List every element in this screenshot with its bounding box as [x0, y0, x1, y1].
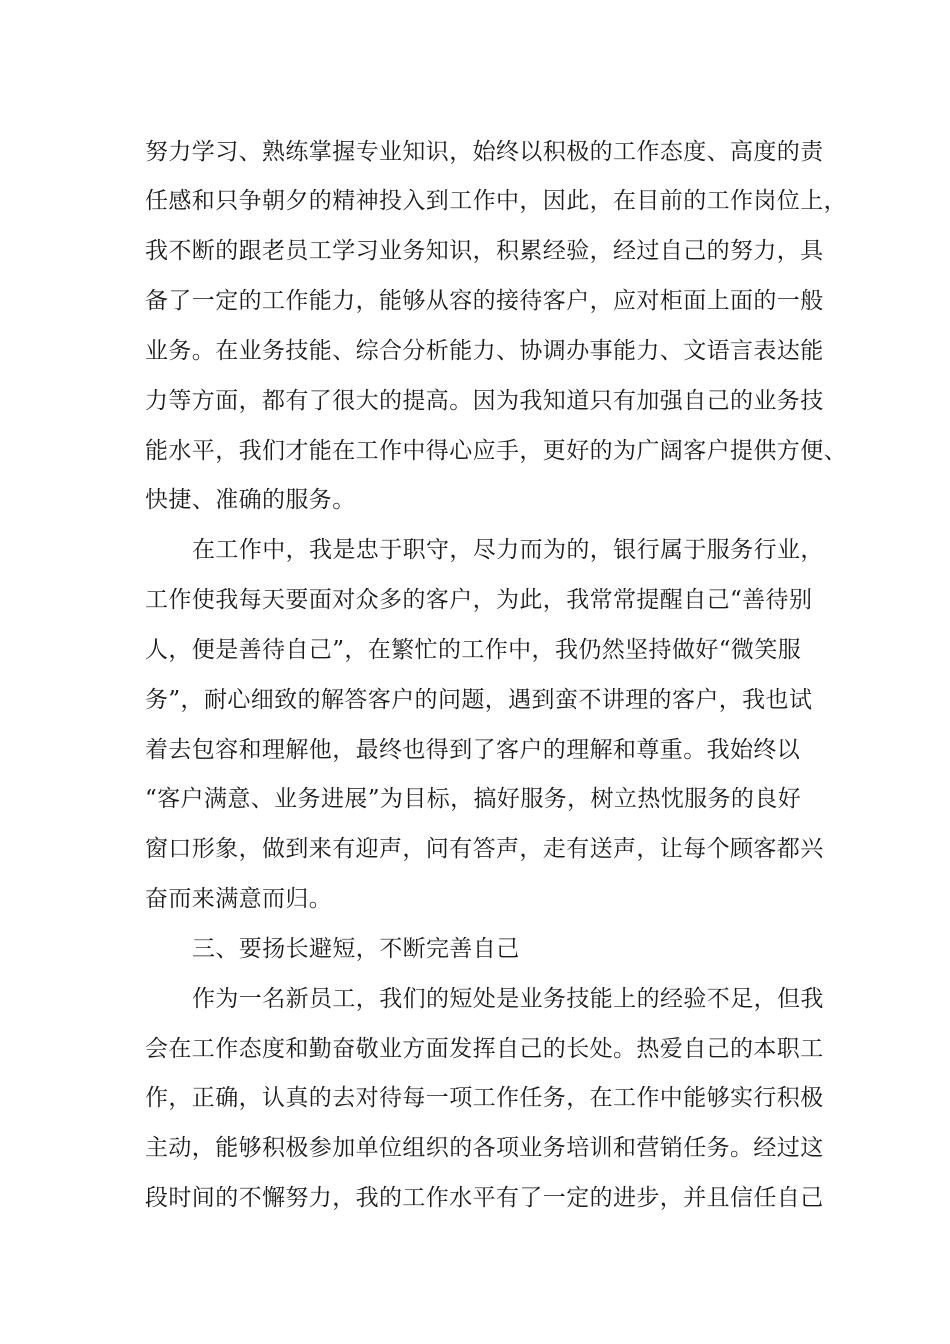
text-line: 奋而来满意而归。: [145, 886, 333, 912]
text-line: 工作使我每天要面对众多的客户，为此，我常常提醒自己“善待别: [145, 587, 813, 613]
text-line: 力等方面，都有了很大的提高。因为我知道只有加强自己的业务技: [145, 388, 824, 414]
text-line: 务”，耐心细致的解答客户的问题，遇到蛮不讲理的客户，我也试: [145, 687, 813, 713]
text-line: 主动，能够积极参加单位组织的各项业务培训和营销任务。经过这: [145, 1135, 824, 1161]
text-line: 会在工作态度和勤奋敬业方面发挥自己的长处。热爱自己的本职工: [145, 1036, 824, 1062]
text-line: 我不断的跟老员工学习业务知识，积累经验，经过自己的努力，具: [145, 238, 824, 264]
text-line: 人，便是善待自己”，在繁忙的工作中，我仍然坚持做好“微笑服: [145, 637, 802, 663]
section-heading: 三、要扬长避短，不断完善自己: [192, 936, 520, 962]
text-line: 窗口形象，做到来有迎声，问有答声，走有送声，让每个顾客都兴: [145, 836, 824, 862]
text-line: 努力学习、熟练掌握专业知识，始终以积极的工作态度、高度的责: [145, 139, 824, 165]
text-line: 任感和只争朝夕的精神投入到工作中，因此，在目前的工作岗位上，: [145, 188, 847, 214]
text-line: 快捷、准确的服务。: [145, 487, 356, 513]
paragraph-start-line: 作为一名新员工，我们的短处是业务技能上的经验不足，但我: [192, 986, 824, 1012]
text-line: 能水平，我们才能在工作中得心应手，更好的为广阔客户提供方便、: [145, 438, 847, 464]
text-line: 着去包容和理解他，最终也得到了客户的理解和尊重。我始终以: [145, 737, 801, 763]
text-line: “客户满意、业务进展”为目标，搞好服务，树立热忱服务的良好: [145, 786, 802, 812]
text-line: 备了一定的工作能力，能够从容的接待客户，应对柜面上面的一般: [145, 288, 824, 314]
text-line: 作，正确，认真的去对待每一项工作任务，在工作中能够实行积极: [145, 1085, 824, 1111]
paragraph-start-line: 在工作中，我是忠于职守，尽力而为的，银行属于服务行业，: [192, 537, 824, 563]
text-line: 业务。在业务技能、综合分析能力、协调办事能力、文语言表达能: [145, 338, 824, 364]
text-line: 段时间的不懈努力，我的工作水平有了一定的进步，并且信任自己: [145, 1185, 824, 1211]
